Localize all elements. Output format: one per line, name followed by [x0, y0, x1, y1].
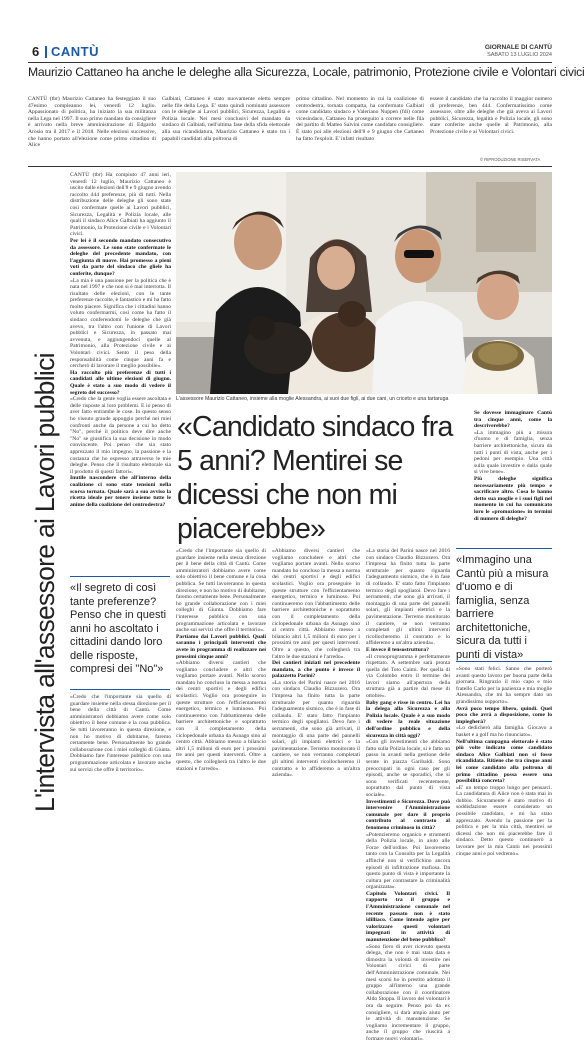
interview-col-2 [176, 548, 266, 812]
interview-col-right-bottom [456, 666, 552, 857]
answer-3: «Credo che l'importante sia quello di guardare insieme nella stessa direzione per il bene della città di Cantù. Come amministratori dobbiamo avere come solo obiettivo il bene comune e la cosa pubblica. Se tutti lavoreranno in questa direzione, e non ho motivo di dubitarne, faremo certamente bene. Personalmente ho grande collaborazione con i miei colleghi di Giunta. Dobbiamo fare l'interesse pubblico con una programmazione articolata e lavorare anche sui servizi che offre il territorio». [70, 694, 171, 773]
question-11: Più deleghe significa necessariamente più tempo e sacrificare altro. Cosa le hanno detto sua moglie e i suoi figli nel momento in cui ha comunicato loro le «promozione» in termini di numero di deleghe? [474, 475, 552, 522]
vertical-title-box [26, 172, 64, 812]
question-6: E invece il tensostruttura? [366, 646, 429, 653]
answer-2: «Credo che la gente voglia essere ascoltata e delle risposte ai loro problemi. E io penso di aver fatto entrambe le cose. In questo senso ho vissuto grande appoggio perché nei miei confronti anche da persone a cui ho detto "No", perché il politico deve dire anche "No" se giustifica la sua decisione in modo convincente. Poi penso che sia stato apprezzato il mio impegno, la passione e la costanza che ho espresso attraverso le mie deleghe. Penso che il risultato elettorale sia il prodotto di questi fattori». [70, 396, 171, 475]
top-article-rule [28, 166, 552, 167]
section-bar [45, 46, 47, 58]
question-4: Partiamo dai Lavori pubblici. Quali saranno i principali interventi che avete in programma di realizzare nei prossimi cinque anni? [176, 633, 266, 660]
question-8: Investimenti e Sicurezza. Dove può intervenire l'Amministrazione comunale per dare il proprio contributo al contrasto al fenomeno criminoso in città? [366, 798, 450, 831]
answer-10: «La immagino più a misura d'uomo e di famiglia, senza barriere architettoniche, sicura da tutti i punti di vista, anche per i pedoni per esempio. Una città sulla quale investire e dalla quale si vive bene». [474, 429, 552, 476]
answer-11: «Sono stati felici. Sanno che porterò avanti questo lavoro per buona parte della giornata. Ringrazio il mio capo e mio fratello Carlo per la pazienza e mia moglie Alessandra, che mi ha sempre dato un grandissimo supporto». [456, 666, 552, 705]
photo-caption: L'assessore Maurizio Cattaneo, insieme alla moglie Alessandra, ai suoi due figli, ai due cani, un criceto e una tartaruga [176, 396, 449, 402]
section-name: CANTÙ [51, 44, 99, 59]
header-rule [28, 62, 552, 63]
question-7: Baby gang e risse in centro. Lei ha la delega alla Sicurezza e alla Polizia locale. Quale è a suo modo di vedere la reale situazione dell'ordine pubblico e della sicurezza in città oggi? [366, 699, 450, 739]
paper-name: GIORNALE DI CANTÙ [484, 44, 552, 51]
question-12: Avrà poco tempo libero, quindi. Quel poco che avrà a disposizione, come lo impiegherà? [456, 705, 552, 725]
answer-8: «Potenzieremo organico e strumenti della Polizia locale, in aiuto alle Forze dell'ordine. Poi lavoreremo tanto con la Consulta per la Legalità affinché non si verifichino ancora episodi di infiltrazione mafiosa. Da questo punto di vista è importante la cultura per contrastare la criminalità organizzata». [366, 831, 450, 891]
pullquote-left: «Il segreto di così tante preferenze? Penso che in questi anni ho ascoltato i cittadini dando loro delle risposte, compresi dei "No"» [70, 582, 167, 675]
top-article-col-2 [162, 96, 290, 162]
family-photo [176, 172, 552, 394]
headline: Maurizio Cattaneo ha anche le deleghe alla Sicurezza, Locale, patrimonio, Protezione civile e Volontari civici [28, 65, 584, 79]
issue-date: SABATO 13 LUGLIO 2024 [487, 52, 552, 58]
interview-intro: CANTÙ (tbr) Ha compiuto 47 anni ieri, venerdì 12 luglio, Maurizio Cattaneo è uscito dalle elezioni dell'8 e 9 giugno avendo raccolto 444 preferenze, più di tutti. Nella distribuzione delle deleghe gli sono state così confermate quelle ai Lavori pubblici, Sicurezza, Legalità e Polizia locale, alle quali il sindaco Alice Galbiati ha aggiunto il Patrimonio, la Protezione civile e i Volontari civici. [70, 172, 171, 238]
question-10: Se dovesse immaginare Cantù tra cinque anni, come la descriverebbe? [474, 410, 552, 430]
question-2: Ha raccolto più preferenze di tutti i candidati alle ultime elezioni di giugno. Quale è stato a suo modo di vedere il segreto del successo? [70, 369, 171, 396]
top-article-lead: CANTÙ (tbr) Maurizio Cattaneo ha festeggiato il suo 47esimo compleanno lei, venerdì 12 luglio. Appassionato di politica, ha iniziato la sua militanza nella Lega nel 1997. Il suo primo mandato da consigliere è arrivato nella breve amministrazione di Edgardo Arosio tra il 2017 e il 2018. Nelle elezioni successive, che hanno portato all'elezione come primo cittadino di Alice [28, 96, 156, 149]
question-13: Nell'ultima campagna elettorale è stato più volte indicato come candidato sindaco Alice Galbiati non si fosse ricandidata. Ritiene che tra cinque anni lei come candidato alla poltrona di primo cittadino possa essere una possibilità concreta? [456, 738, 552, 785]
pullquote-right: «Immagino una Cantù più a misura d'uomo e di famiglia, senza barriere architettoniche, sicura da tutti i punti di vista» [456, 554, 549, 661]
answer-5: «La storia del Parini nasce nel 2016 con sindaco Claudio Bizzozero. Ora l'impresa ha finito tutta la parte strutturale per quanto riguarda l'adeguamento sismico, che è in fase di collaudo. E' stato fatto l'impianto termico degli spogliatoi. Devo fare i serramenti, che sono già arrivati, il montaggio di una parte del pannelli solari, gli impianti elettrici e la pavimentazione. Terremo monitorato il cantiere, se non verranno completati gli ultimi interventi ricollocheremo il contratto e lo affideremo a un'altra azienda». [272, 679, 360, 779]
copyright-note: © RIPRODUZIONE RISERVATA [480, 157, 541, 162]
answer-1: «La mia è una passione per la politica che è nata nel 1997 e che non si è mai interrotta. Il risultato delle elezioni, con le tante preferenze raccolte, è fantastico e mi ha fatto molto piacere. Significa che i cittadini hanno voluto confermarmi, così come ha fatto il sindaco conferendomi le deleghe che già avevo, tra l'altro con l'unione di Lavori pubblici e Sicurezza, in passato mai avvenuta, e aggiungendoci quelle al Patrimonio, alla Protezione civile e ai Volontari civici. Sento il peso della responsabilità come cinque anni fa e cercherò di lavorare il meglio possibile». [70, 277, 171, 370]
pullquote-left-box [70, 576, 170, 690]
top-article-col-1 [28, 96, 156, 162]
main-quote: «Candidato sindaco fra 5 anni? Mentirei se dicessi che non mi piacerebbe» [177, 411, 453, 545]
answer-12: «Lo dedicherò alla famiglia. Giocavo a basket e a golf ma ho rinunciato». [456, 725, 552, 738]
top-article-col-4 [430, 96, 552, 154]
interview-col-4 [366, 548, 450, 1042]
answer-13: «E' un tempo troppo lungo per pensarci. La candidatura di Alice non è stata mai in dubbio. Sicuramente è stato motivo di soddisfazione essere considerato un possibile candidato, e mi ha stato apprezzato. Avendo la passione per la politica e per la mia città, mentirei se dicessi che non mi piacerebbe fare il sindaco. Detto questo continuerò a lavorare per la mia Cantù nei prossimi cinque anni e poi vedremo». [456, 784, 552, 857]
vertical-title: L'intervista all'assessore ai Lavori pubblici [30, 353, 60, 812]
top-article-text-2: Galbiati, Cattaneo è stato nuovamente eletto sempre nelle file della Lega. E' stato quindi nominato assessore con le deleghe ai Lavori pubblici, Sicurezza, Legalità e Polizia locale. Nei mesi conclusivi del mandato da sindaco di Galbiati, nell'ultima fase della sfida elettorale alla sua ricandidatura, Maurizio Cattaneo è stato tra i papabili candidati alla poltrona di [162, 96, 290, 142]
question-3: Inutile nascondere che all'interno della coalizione ci sono state tensioni nella scorsa tornata. Quale sarà a suo avviso la ricetta ideale per tenere insieme tutte le anime della coalizione del centrodestra? [70, 475, 171, 508]
answer-4-continued: «Abbiamo diversi cantieri che vogliamo concludere e altri che vogliamo portare avanti. Nello scorso mandato ho concluso la messa a norma dei centri sportivi e degli edifici scolastici. Voglio ora proseguire in queste strutture con l'efficientamento energetico, termico e luminoso. Poi continueremo con l'abbattimento delle barriere architettoniche e soprattutto con il completamento della ciclopedonale urbana da Asnago sino al centro città. Abbiamo messo a bilancio altri 1,5 milioni di euro per i prossimi tre anni per questi interventi. Oltre a questo, che collegherà tra l'altro le due stazioni e l'arredo». [272, 548, 360, 660]
interview-col-1 [70, 172, 171, 574]
answer-9: «Sono fiero di aver ricevuto questa delega, che non è mai stata data e dimostra la volontà di investire nei Volontari civici di parte dell'Amministrazione comunale. Nei mesi scorsi ho in prestito adottato il gruppo all'interno una grande collaborazione con il coordinatore Aldo Stoppa. Il lavoro dei volontari è ora da seguire. Penso poi da ex consigliere, si darà ampio aiuto per le attività di manutenzione. Se vogliamo incrementare il gruppo, anche il gruppo che riuscirà a formare nuovi volontari». [366, 943, 450, 1042]
question-1: Per lei è il secondo mandato consecutivo da assessore. Le sono state confermate le deleghe del precedente mandato, con l'aggiunta di nuove. Hai promesso a pieni voti da parte del sindaco che gliele ha conferite, dunque? [70, 237, 171, 277]
question-9: Capitolo Volontari civici. Il rapporto tra il gruppo e l'Amministrazione comunale nel recente passato non è stato idilliaco. Come intende agire per valorizzare questi volontari impegnati in attività di manutenzione del bene pubblico? [366, 890, 450, 944]
family-photo-illustration [176, 172, 552, 394]
answer-7: «Con gli investimenti che abbiamo fatto sulla Polizia locale, si è fatto un passo in avanti nella gestione delle serate in piazza Garibaldi. Sono preoccupati in ogni caso per gli episodi, anche se sporadici, che si sono verificati recentemente, soprattutto dal punto di vista sociale». [366, 739, 450, 798]
top-article-text-4: essere il candidato che ha raccolto il maggior numero di preferenze, ben 444. Confermatissimo come assessore, oltre alle deleghe che già aveva ai Lavori pubblici, Sicurezza, legalità e Polizia locale, gli sono state conferite anche quelle al Patrimonio, alla Protezione civile e ai Volontari civici. [430, 96, 552, 135]
pullquote-right-box [456, 548, 552, 662]
answer-4: «Abbiamo diversi cantieri che vogliamo concludere e altri che vogliamo portare avanti. Nello scorso mandato ho concluso la messa a norma dei centri sportivi e degli edifici scolastici. Voglio ora proseguire in queste strutture con l'efficientamento energetico, termico e luminoso. Poi continueremo con l'abbattimento delle barriere architettoniche e soprattutto con il completamento della ciclopedonale urbana da Asnago sino al centro città. Abbiamo messo a bilancio altri 1,5 milioni di euro per i prossimi tre anni per questi interventi. Oltre a questo, che collegherà tra l'altro le due stazioni e l'arredo». [176, 660, 266, 772]
top-article-text-3: primo cittadino. Nel momento in cui la coalizione di centrodestra, tornata compatta, ha confermato Galbiati come candidato sindaco e Valeriano Nuppen (fdi) come vicesindaco, Cattaneo ha proseguito a correre nelle fila del partito di Matteo Salvini come candidato consigliere. È stato poi alle elezioni dell'8 e 9 giugno che Cattaneo ha fatto l'exploit. E' infatti risultato [296, 96, 424, 142]
top-article-col-3 [296, 96, 424, 162]
page-header [28, 44, 552, 60]
question-5: Dei cantieri iniziati nel precedente mandato, a che punto è invece il palazzetto Parini? [272, 660, 360, 680]
answer-3-continued: «Credo che l'importante sia quello di guardare insieme nella stessa direzione per il bene della città di Cantù. Come amministratori dobbiamo avere come solo obiettivo il bene comune e la cosa pubblica. Se tutti lavoreranno in questa direzione, e non ho motivo di dubitarne, faremo certamente bene. Personalmente ho grande collaborazione con i miei colleghi di Giunta. Dobbiamo fare l'interesse pubblico con una programmazione articolata e lavorare anche sui servizi che offre il territorio». [176, 548, 266, 634]
answer-6: «Il cronoprogramma è perfettamente rispettato. A settembre sarà pronta quella del Toto Caimi. Per quella di via Colombo entro il termine dei lavori siamo all'apertura della struttura già a partire dal mese di ottobre». [366, 653, 450, 700]
interview-col-right-top [474, 410, 552, 538]
interview-col-1b [70, 694, 171, 812]
page-number: 6 [32, 44, 40, 59]
interview-col-3 [272, 548, 360, 812]
answer-5-continued: «La storia del Parini nasce nel 2016 con sindaco Claudio Bizzozero. Ora l'impresa ha finito tutta la parte strutturale per quanto riguarda l'adeguamento sismico, che è in fase di collaudo. E' stato fatto l'impianto termico degli spogliatoi. Devo fare i serramenti, che sono già arrivati, il montaggio di una parte del pannelli solari, gli impianti elettrici e la pavimentazione. Terremo monitorato il cantiere, se non verranno completati gli ultimi interventi ricollocheremo il contratto e lo affideremo a un'altra azienda». [366, 548, 450, 647]
